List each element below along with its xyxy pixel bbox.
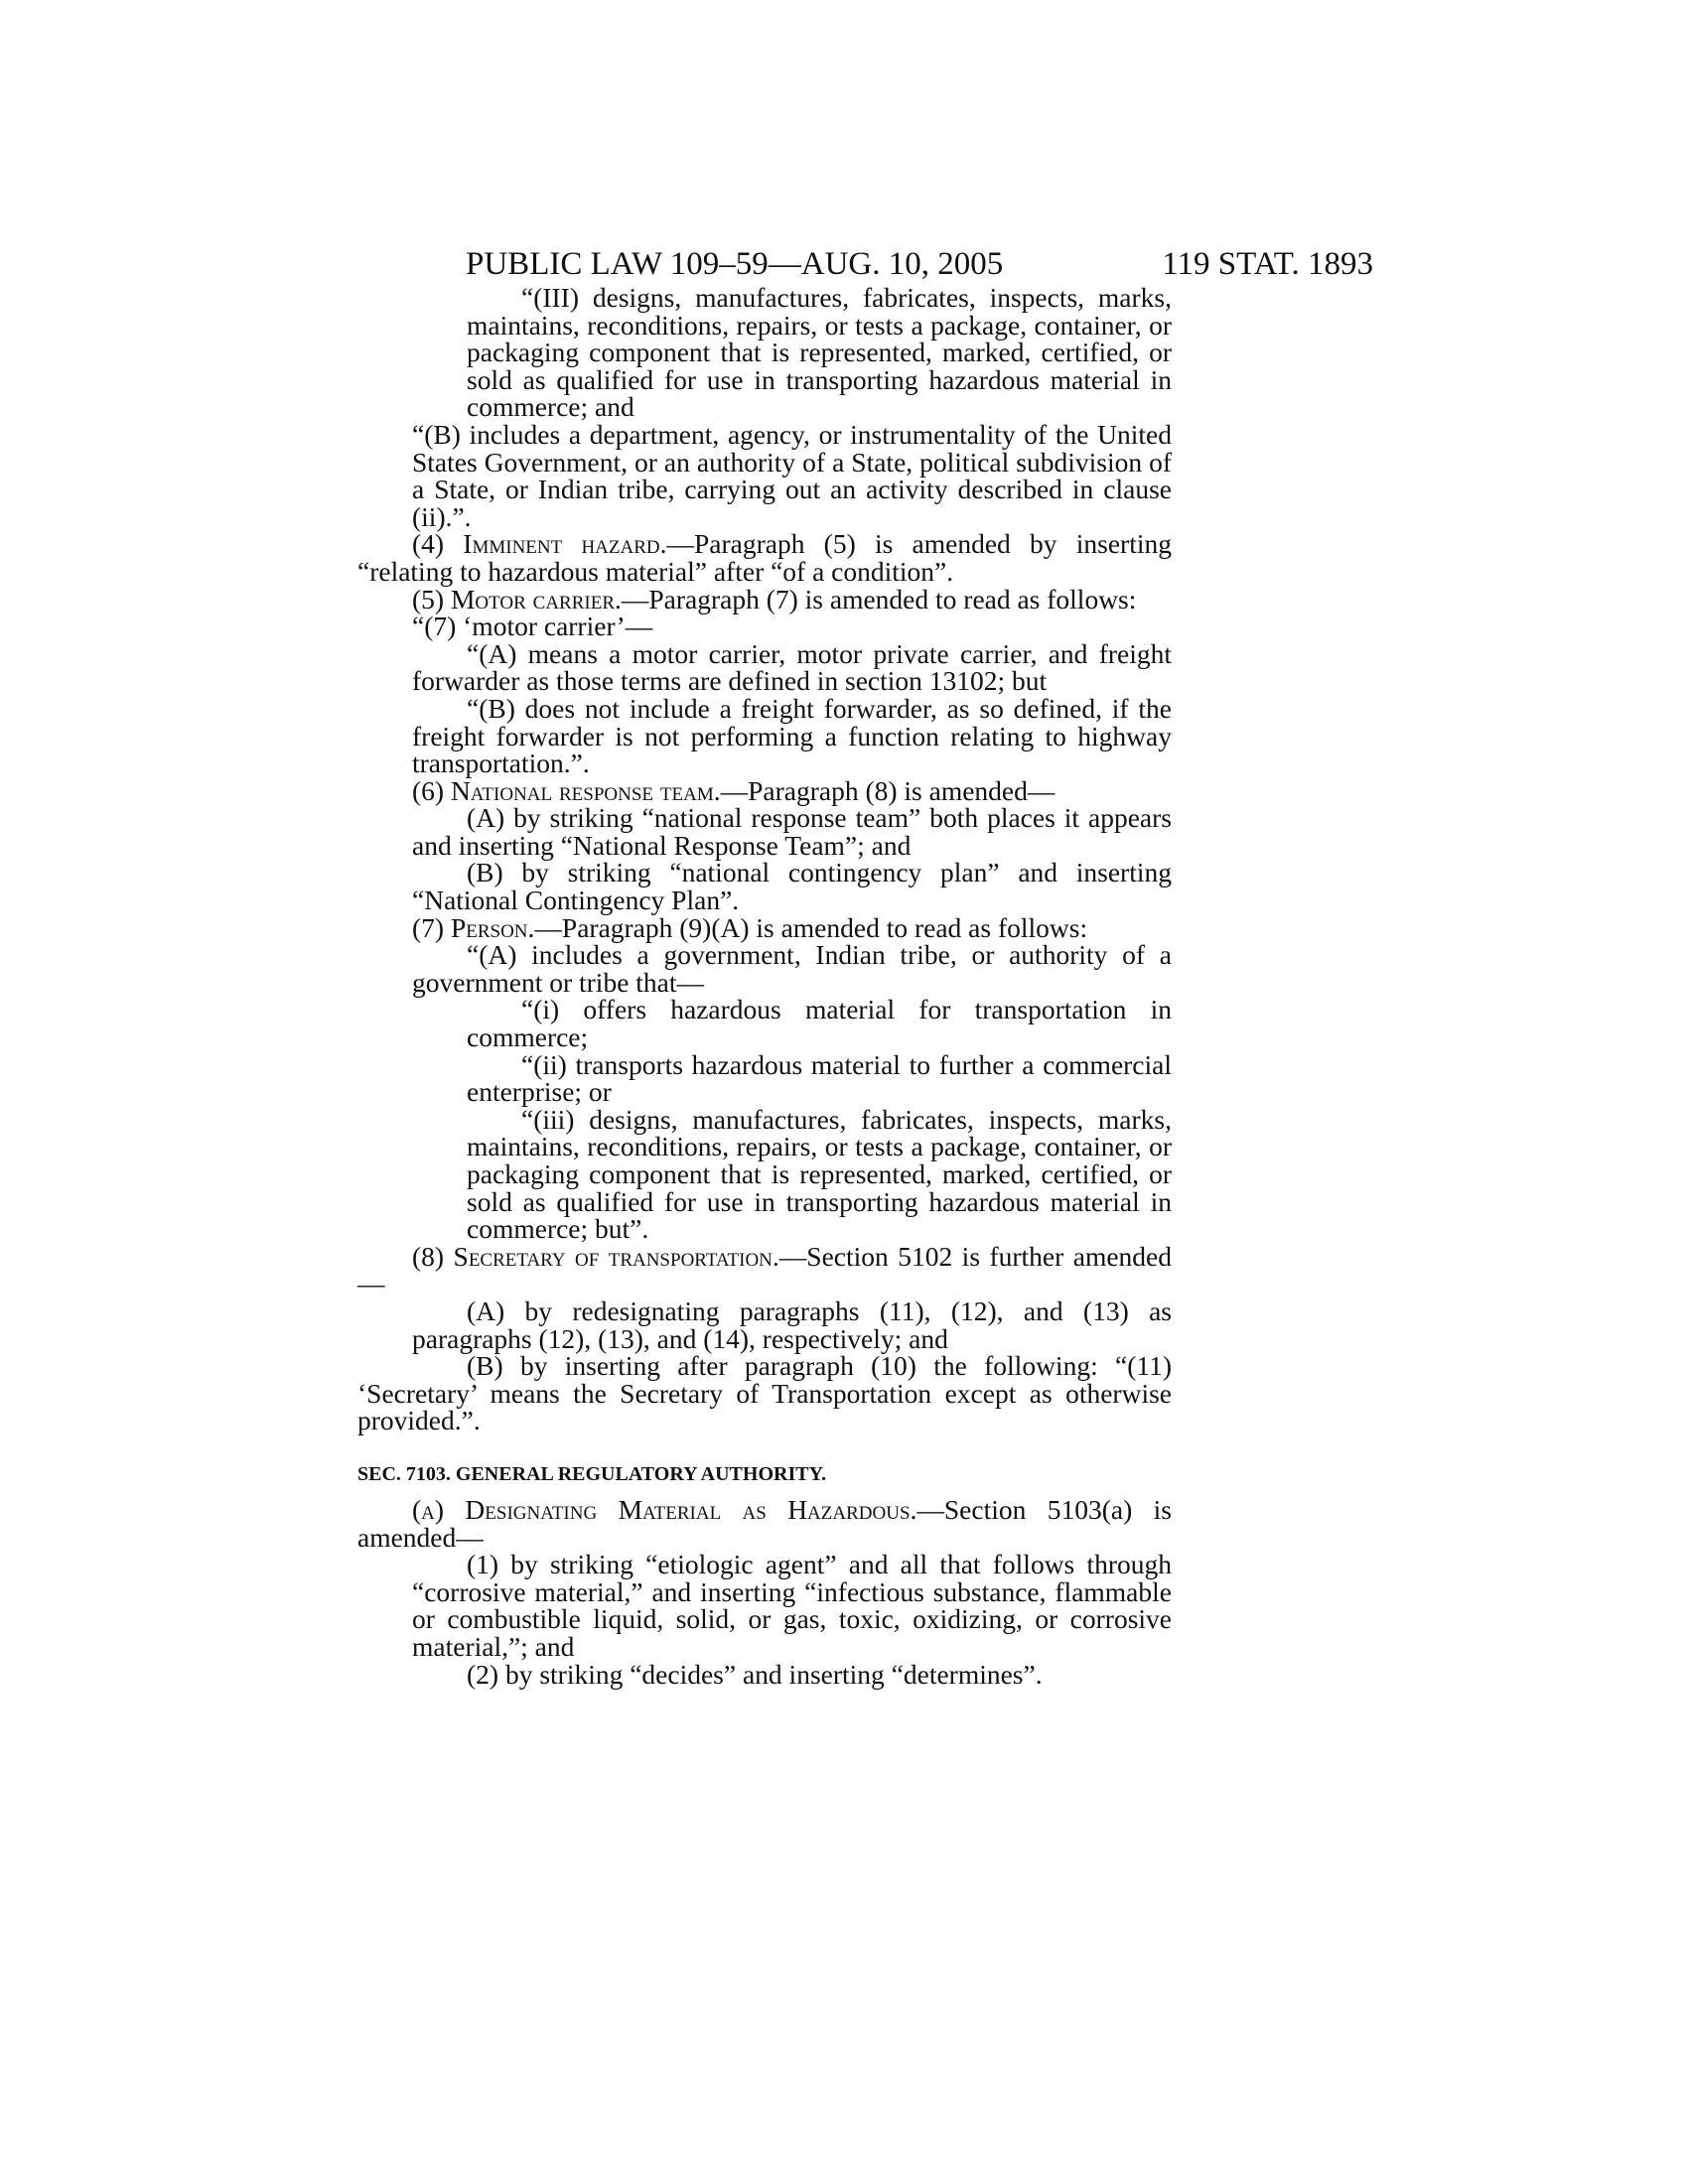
- paragraph-text: —Paragraph (5) is amended by inserting “relating to hazardous material” after “of a condition”.: [357, 528, 1172, 587]
- public-law-citation: PUBLIC LAW 109–59—AUG. 10, 2005: [466, 246, 1004, 282]
- paragraph-4-imminent-hazard: [357, 530, 1172, 585]
- paragraph-6-national-response-team: [357, 774, 1172, 806]
- subparagraph-a-striking-team: (A) by striking “national response team” both places it appears and inserting “National Response Team”; and: [412, 802, 1172, 861]
- subparagraph-a-redesignating: (A) by redesignating paragraphs (11), (12), and (13) as paragraphs (12), (13), and (14), respectively; and: [412, 1295, 1172, 1354]
- paragraph-text: —Section 5103(a) is amended—: [357, 1493, 1172, 1553]
- subparagraph-b-inserting: (B) by inserting after paragraph (10) the following: “(11) ‘Secretary’ means the Secretary of Transportation except as otherwise provided.”.: [357, 1350, 1172, 1436]
- paragraph-heading: (5) Motor carrier.: [412, 583, 622, 614]
- paragraph-1-etiologic: (1) by striking “etiologic agent” and all that follows through “corrosive material,” and inserting “infectious substance, flammable or combustible liquid, solid, or gas, toxic, oxidizing, or corrosive material,”; and: [412, 1549, 1172, 1662]
- clause-i-offers: “(i) offers hazardous material for transportation in commerce;: [467, 994, 1172, 1053]
- clause-iii-designs: “(III) designs, manufactures, fabricates, inspects, marks, maintains, reconditions, repairs, or tests a package, container, or packaging component that is represented, marked, certified, or sold as qualified for use in transporting hazardous material in commerce; and: [467, 282, 1172, 423]
- stat-page-number: 119 STAT. 1893: [1162, 246, 1373, 282]
- subparagraph-b-striking-plan: (B) by striking “national contingency plan” and inserting “National Contingency Plan”.: [412, 857, 1172, 916]
- paragraph-heading: (8) Secretary of transportation.: [412, 1240, 779, 1272]
- paragraph-7-person: [357, 911, 1172, 943]
- paragraph-7-motor-carrier-def: “(7) ‘motor carrier’—: [412, 611, 653, 642]
- clause-iii-designs-lower: “(iii) designs, manufactures, fabricates, inspects, marks, maintains, reconditions, repairs, or tests a package, container, or packaging component that is represented, marked, certified, or sold as qualified for use in transporting hazardous material in commerce; but”.: [467, 1103, 1172, 1245]
- clause-ii-transports: “(ii) transports hazardous material to further a commercial enterprise; or: [467, 1048, 1172, 1108]
- paragraph-text: —Section 5102 is further amended—: [357, 1240, 1172, 1299]
- document-body: [357, 284, 1172, 1688]
- paragraph-8-secretary: [357, 1240, 1172, 1299]
- subsection-a-designating: [357, 1493, 1172, 1553]
- paragraph-2-decides: (2) by striking “decides” and inserting “determines”.: [467, 1658, 1043, 1690]
- paragraph-text: —Paragraph (8) is amended—: [720, 774, 1055, 806]
- paragraph-heading: (a) Designating Material as Hazardous.: [412, 1493, 917, 1525]
- paragraph-text: —Paragraph (9)(A) is amended to read as follows:: [534, 911, 1088, 943]
- paragraph-text: —Paragraph (7) is amended to read as follows:: [621, 583, 1137, 614]
- section-heading: SEC. 7103. GENERAL REGULATORY AUTHORITY.: [357, 1462, 827, 1485]
- paragraph-heading: (4) Imminent hazard.: [412, 528, 667, 560]
- paragraph-5-motor-carrier: [357, 583, 1172, 614]
- subparagraph-a-means: “(A) means a motor carrier, motor private carrier, and freight forwarder as those terms are defined in section 13102; but: [412, 637, 1172, 697]
- subparagraph-b-department: “(B) includes a department, agency, or instrumentality of the United States Government, or an authority of a State, political subdivision of a State, or Indian tribe, carrying out an activity described in clause (ii).”.: [412, 418, 1172, 532]
- subparagraph-a-includes: “(A) includes a government, Indian tribe, or authority of a government or tribe that—: [412, 939, 1172, 998]
- paragraph-heading: (6) National response team.: [412, 774, 721, 806]
- paragraph-heading: (7) Person.: [412, 911, 535, 943]
- running-header: [466, 244, 1373, 284]
- subparagraph-b-freight: “(B) does not include a freight forwarder, as so defined, if the freight forwarder is not performing a function relating to highway transportation.”.: [412, 692, 1172, 779]
